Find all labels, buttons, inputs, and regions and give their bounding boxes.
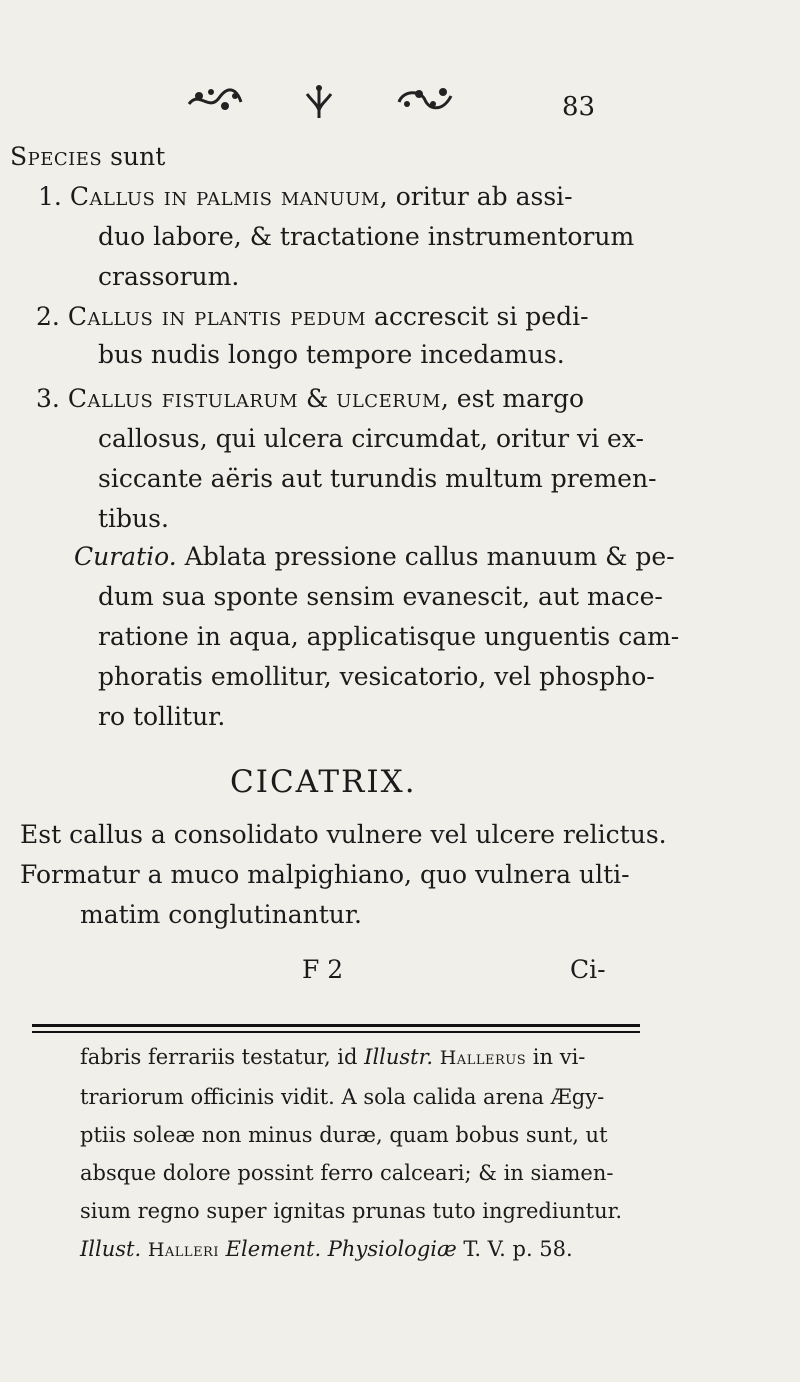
footnote-rule-thin — [32, 1031, 640, 1033]
center-floral-ornament-icon — [301, 82, 337, 122]
item-3-line-2: callosus, qui ulcera circumdat, oritur vi ex- — [98, 424, 644, 453]
footnote-space — [433, 1045, 440, 1069]
item-1-title: Callus in palmis manuum — [69, 182, 380, 211]
footnote-author: Hallerus — [439, 1047, 527, 1069]
footnote-abbrev: Illustr. — [364, 1045, 434, 1069]
species-label: Species — [10, 142, 103, 171]
footnote-space-3 — [219, 1237, 226, 1261]
footnote-rule — [32, 1024, 640, 1027]
footnote-line-1 — [80, 1044, 585, 1071]
item-3-line-3: siccante aëris aut turundis multum premen- — [98, 464, 657, 493]
curatio-line-3: ratione in aqua, applicatisque unguentis cam- — [98, 622, 680, 651]
cicatrix-line-3: matim conglutinantur. — [80, 900, 363, 929]
item-3-text: , est margo — [440, 384, 585, 413]
footnote-space-2 — [141, 1237, 148, 1261]
item-3-title-1: Callus fistularum — [67, 384, 299, 413]
item-1-line-1 — [38, 182, 573, 212]
item-1-line-2: duo labore, & tractatione instrumentorum — [98, 222, 635, 251]
item-2-line-1 — [36, 302, 589, 332]
footnote-line-5: sium regno super ignitas prunas tuto ingrediuntur. — [80, 1199, 623, 1223]
item-1-number: 1. — [38, 182, 62, 211]
item-2-number: 2. — [36, 302, 60, 331]
footnote-line-6 — [80, 1236, 573, 1263]
footnote-author-2: Halleri — [147, 1239, 219, 1261]
curatio-line-4: phoratis emollitur, vesicatorio, vel phospho- — [98, 662, 655, 691]
cicatrix-line-1: Est callus a consolidato vulnere vel ulcere relictus. — [20, 820, 667, 849]
footnote-illust: Illust. — [80, 1237, 142, 1261]
catchword: Ci- — [570, 955, 606, 984]
curatio-line-1 — [74, 542, 675, 572]
curatio-line-2: dum sua sponte sensim evanescit, aut mace- — [98, 582, 663, 611]
footnote-text: fabris ferrariis testatur, id — [80, 1045, 365, 1069]
item-2-title: Callus in plantis pedum — [67, 302, 367, 331]
footnote-line-3: ptiis soleæ non minus duræ, quam bobus sunt, ut — [80, 1123, 608, 1147]
species-intro — [10, 142, 165, 172]
curatio-line-5: ro tollitur. — [98, 702, 226, 731]
footnote-text-end: in vi- — [526, 1045, 586, 1069]
right-floral-ornament-icon — [395, 82, 455, 118]
curatio-text: Ablata pressione callus manuum & pe- — [176, 542, 675, 571]
item-3-number: 3. — [36, 384, 60, 413]
footnote-line-2: trariorum officinis vidit. A sola calida arena Ægy- — [80, 1085, 605, 1109]
page-number: 83 — [562, 92, 596, 122]
item-3-line-4: tibus. — [98, 504, 169, 533]
item-3-line-1 — [36, 384, 584, 414]
signature-mark: F 2 — [302, 955, 344, 984]
footnote-volume: T. V. p. 58. — [456, 1237, 573, 1261]
item-2-line-2: bus nudis longo tempore incedamus. — [98, 340, 565, 369]
header-ornaments — [185, 82, 455, 122]
item-3-ampersand: & — [298, 384, 337, 413]
footnote-work-title: Element. Physiologiæ — [225, 1237, 457, 1261]
left-floral-ornament-icon — [185, 82, 245, 118]
species-text: sunt — [102, 142, 166, 171]
item-2-text: accrescit si pedi- — [366, 302, 589, 331]
curatio-label: Curatio. — [74, 542, 177, 571]
section-heading: CICATRIX. — [230, 764, 417, 800]
item-1-text: , oritur ab assi- — [379, 182, 573, 211]
item-1-line-3: crassorum. — [98, 262, 240, 291]
cicatrix-line-2: Formatur a muco malpighiano, quo vulnera ulti- — [20, 860, 630, 889]
footnote-line-4: absque dolore possint ferro calceari; & in siamen- — [80, 1161, 614, 1185]
item-3-title-2: ulcerum — [336, 384, 441, 413]
